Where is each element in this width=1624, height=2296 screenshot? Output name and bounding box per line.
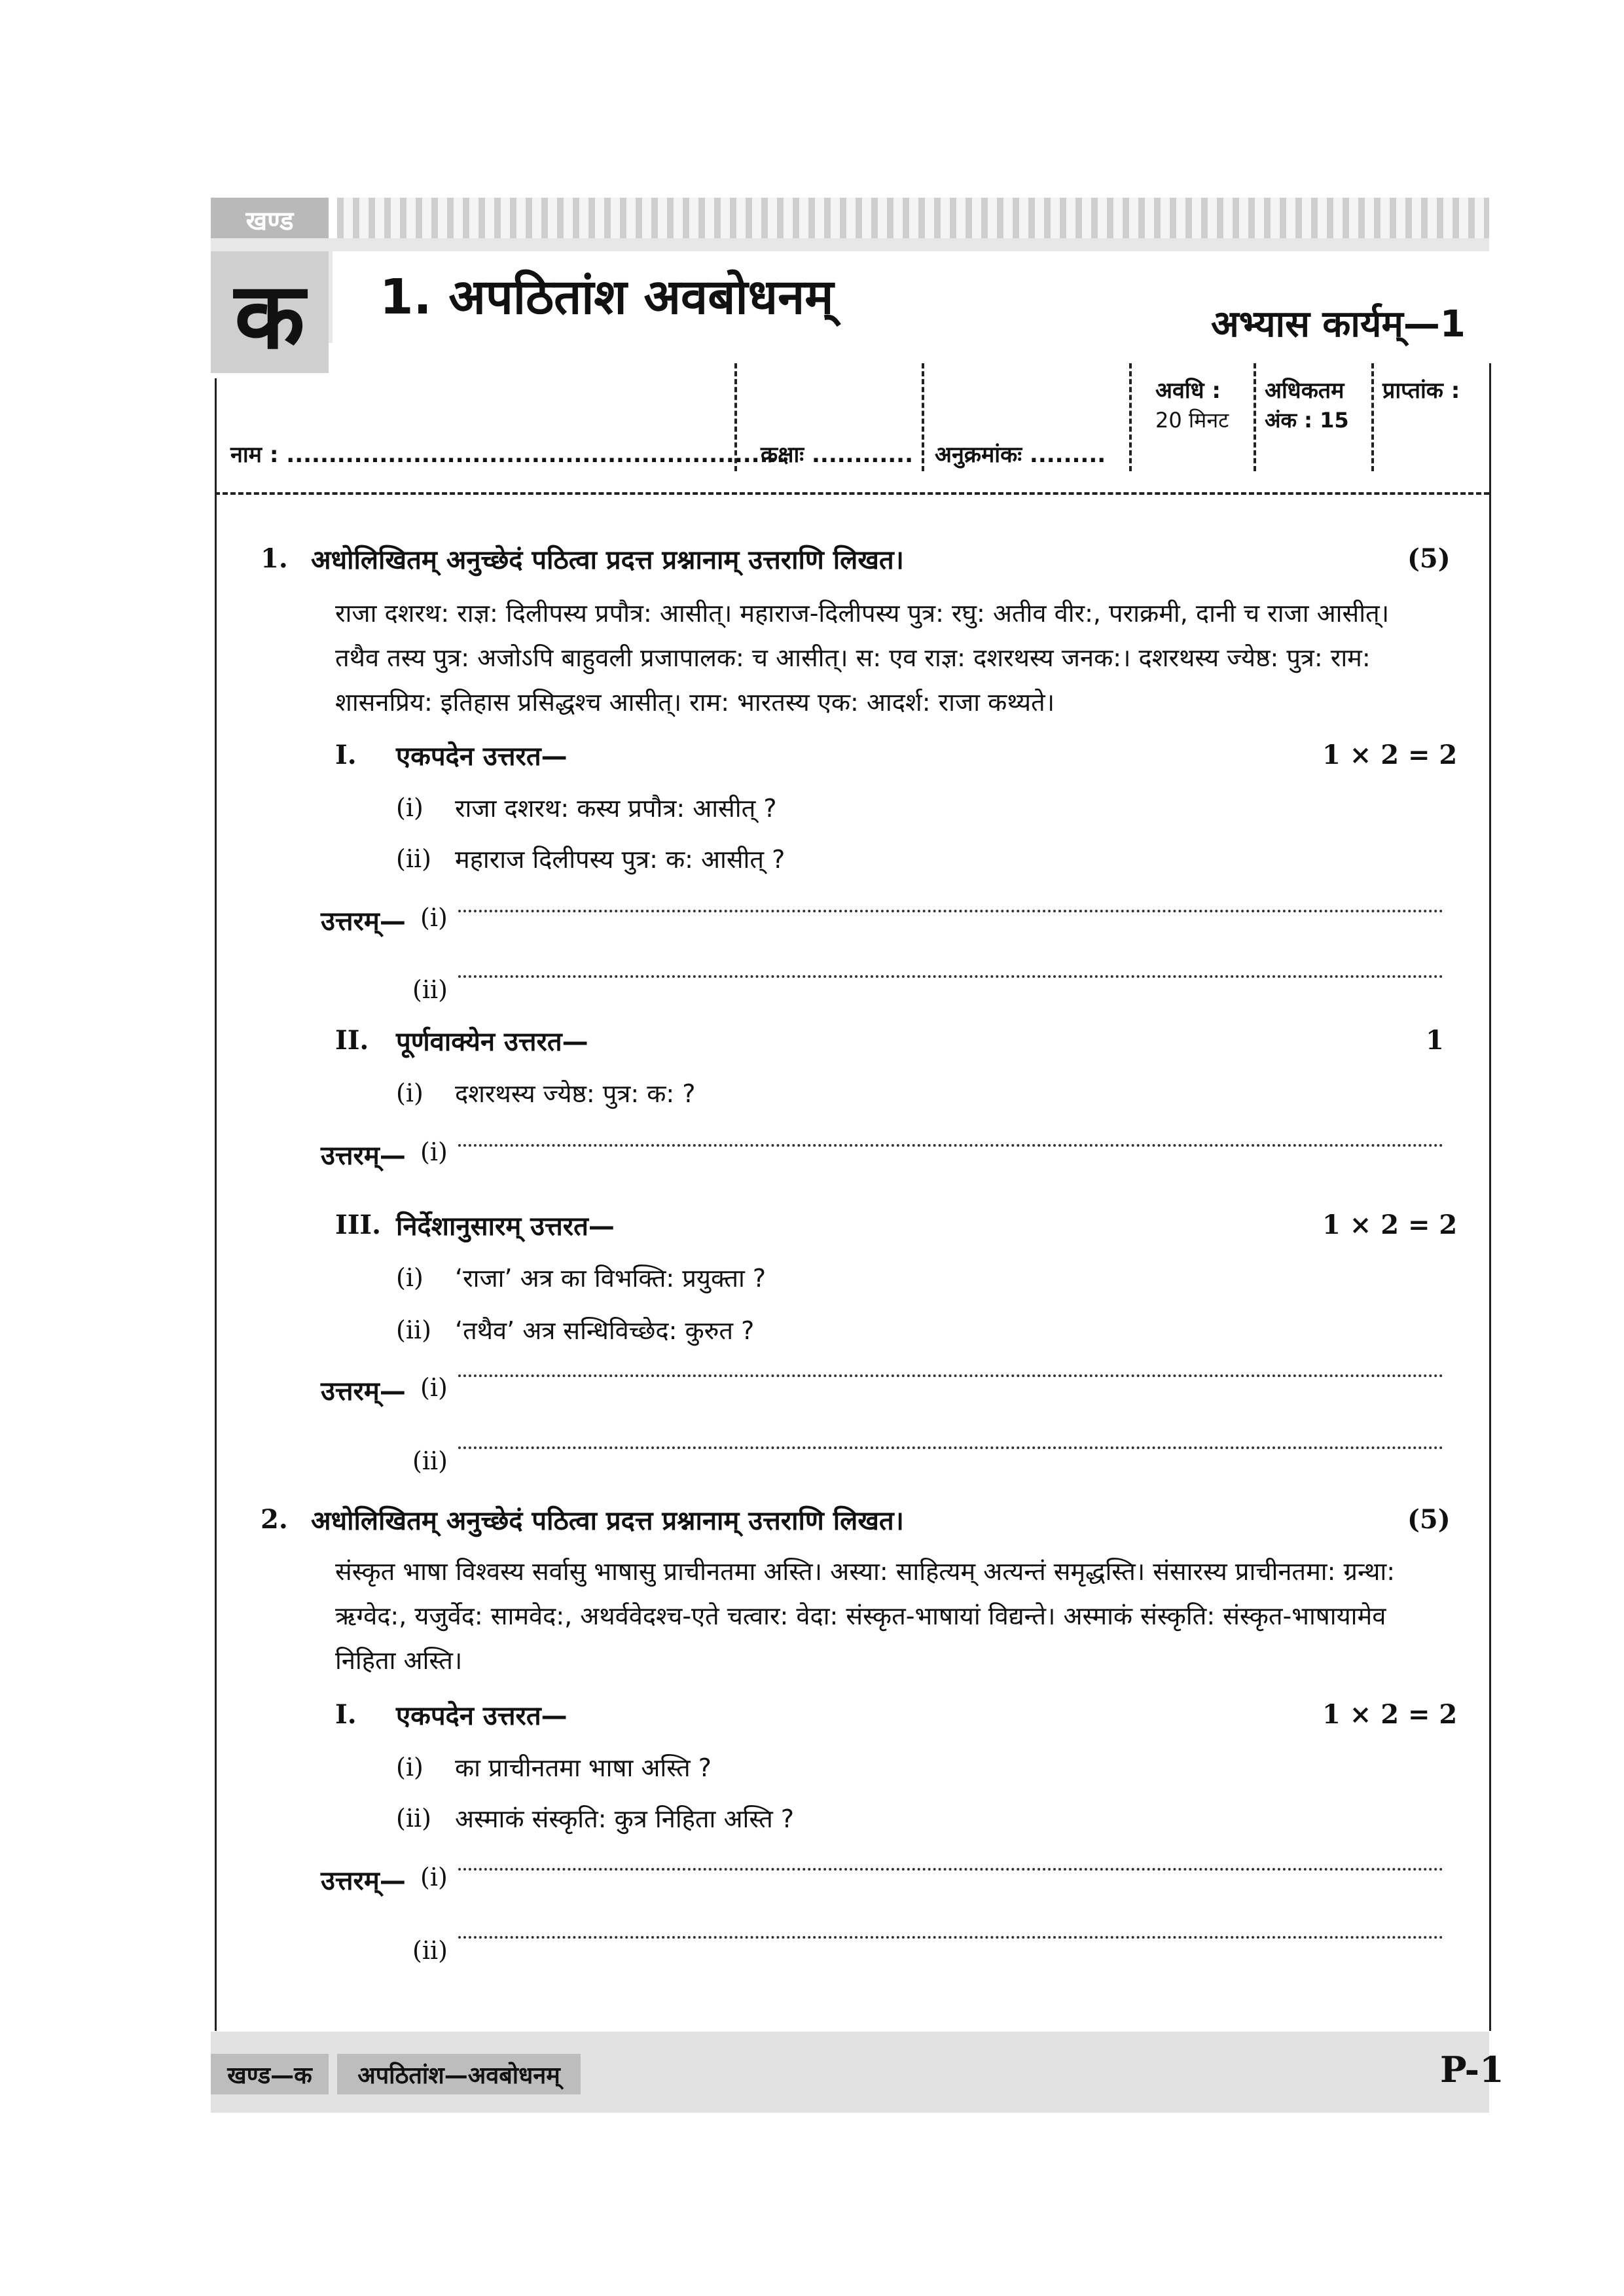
answer-number: (ii) [412, 1936, 448, 1965]
q1-instruction: अधोलिखितम् अनुच्छेदं पठित्वा प्रदत्त प्रश्नानाम् उत्तराणि लिखत। [311, 545, 904, 575]
q1-part1-number: I. [335, 740, 357, 770]
q2-instruction: अधोलिखितम् अनुच्छेदं पठित्वा प्रदत्त प्रश्नानाम् उत्तराणि लिखत। [311, 1506, 904, 1536]
answer-label: उत्तरम्— [321, 906, 406, 937]
q2-p1-item-number: (ii) [396, 1804, 431, 1833]
class-field[interactable]: कक्षाः ............ [761, 442, 913, 468]
q1-part3-title: निर्देशानुसारम् उत्तरत— [396, 1211, 615, 1242]
worksheet-label: अभ्यास कार्यम्—1 [1211, 303, 1466, 346]
page-number: P-1 [1440, 2049, 1504, 2090]
q1-part2-number: II. [335, 1025, 369, 1056]
obtained-marks-label: प्राप्तांक : [1382, 378, 1460, 404]
q2-part1-number: I. [335, 1699, 357, 1730]
q1-p3-item-text: ‘तथैव’ अत्र सन्धिविच्छेद: कुरुत ? [455, 1316, 755, 1345]
footer-section-tab: खण्ड—क [211, 2054, 329, 2094]
q1-p1-item-number: (i) [396, 793, 424, 822]
q2-p1-item-text: अस्माकं संस्कृति: कुत्र निहिता अस्ति ? [455, 1804, 795, 1833]
answer-number: (ii) [412, 975, 448, 1004]
q1-part3-marks: 1 × 2 = 2 [1322, 1210, 1458, 1240]
q2-p1-item-number: (i) [396, 1753, 424, 1782]
q1-p3-item-number: (ii) [396, 1316, 431, 1344]
q1-number: 1. [261, 543, 288, 574]
q1-passage-line: राजा दशरथ: राज्ञ: दिलीपस्य प्रपौत्र: आसीत्। महाराज-दिलीपस्य पुत्र: रघु: अतीव वीर:, पराक्रमी, दानी च राजा आसीत्। [335, 599, 1390, 628]
q2-passage-line: ऋग्वेद:, यजुर्वेद: सामवेद:, अथर्ववेदश्च-एते चत्वार: वेदा: संस्कृत-भाषायां विद्यन्ते। अस्माकं संस्कृति: संस्कृत-भाषायामेव [335, 1602, 1386, 1630]
q2-passage-line: निहिता अस्ति। [335, 1646, 463, 1675]
q2-part1-title: एकपदेन उत्तरत— [396, 1701, 568, 1731]
q1-marks: (5) [1407, 543, 1451, 574]
q2-part1-marks: 1 × 2 = 2 [1322, 1699, 1458, 1730]
q1-p2-item-text: दशरथस्य ज्येष्ठ: पुत्र: क: ? [455, 1079, 696, 1108]
answer-number: (i) [420, 1863, 448, 1892]
q1-part1-title: एकपदेन उत्तरत— [396, 742, 568, 772]
q1-p1-item-text: महाराज दिलीपस्य पुत्र: क: आसीत् ? [455, 845, 785, 874]
answer-number: (ii) [412, 1446, 448, 1475]
answer-number: (i) [420, 1138, 448, 1166]
q1-p3-item-text: ‘राजा’ अत्र का विभक्ति: प्रयुक्ता ? [455, 1264, 767, 1293]
q2-marks: (5) [1407, 1504, 1451, 1535]
q1-part2-title: पूर्णवाक्येन उत्तरत— [396, 1027, 588, 1057]
answer-number: (i) [420, 903, 448, 932]
duration-label: अवधि : [1155, 378, 1221, 404]
answer-label: उत्तरम्— [321, 1141, 406, 1171]
q1-passage-line: तथैव तस्य पुत्र: अजोऽपि बाहुवली प्रजापालक: च आसीत्। स: एव राज्ञ: दशरथस्य जनक:। दशरथस्य ज्येष्ठ: पुत्र: राम: [335, 643, 1371, 672]
answer-label: उत्तरम्— [321, 1376, 406, 1407]
answer-label: उत्तरम्— [321, 1866, 406, 1896]
roll-number-field[interactable]: अनुक्रमांकः ......... [935, 442, 1106, 468]
q1-part3-number: III. [335, 1210, 382, 1240]
q1-passage-line: शासनप्रिय: इतिहास प्रसिद्धश्च आसीत्। राम: भारतस्य एक: आदर्श: राजा कथ्यते। [335, 688, 1055, 717]
q1-p2-item-number: (i) [396, 1079, 424, 1107]
q1-part2-marks: 1 [1426, 1025, 1444, 1056]
section-letter: क [211, 251, 329, 373]
answer-line[interactable] [458, 1144, 1443, 1147]
header-stripe [337, 198, 1489, 238]
q1-p3-item-number: (i) [396, 1263, 424, 1292]
answer-line[interactable] [458, 1374, 1443, 1377]
q1-p1-item-number: (ii) [396, 844, 431, 873]
answer-number: (i) [420, 1373, 448, 1402]
q2-p1-item-text: का प्राचीनतमा भाषा अस्ति ? [455, 1753, 712, 1782]
max-marks-value: अंक : 15 [1265, 408, 1349, 433]
max-marks-label: अधिकतम [1265, 378, 1344, 404]
q2-passage-line: संस्कृत भाषा विश्वस्य सर्वासु भाषासु प्राचीनतमा अस्ति। अस्या: साहित्यम् अत्यन्तं समृद्धस्ति। संसारस्य प्राचीनतमा: ग्रन्था: [335, 1557, 1396, 1586]
q2-number: 2. [261, 1504, 288, 1535]
duration-value: 20 मिनट [1155, 408, 1229, 433]
q1-part1-marks: 1 × 2 = 2 [1322, 740, 1458, 770]
name-field[interactable]: नाम : ........................................................... [230, 442, 785, 468]
answer-line[interactable] [458, 910, 1443, 912]
chapter-title: 1. अपठितांश अवबोधनम् [380, 269, 834, 325]
section-tab: खण्ड [211, 198, 329, 241]
answer-line[interactable] [458, 1868, 1443, 1871]
q1-p1-item-text: राजा दशरथ: कस्य प्रपौत्र: आसीत् ? [455, 794, 777, 823]
answer-line[interactable] [458, 1446, 1443, 1449]
footer-topic-tab: अपठितांश—अवबोधनम् [337, 2054, 581, 2094]
answer-line[interactable] [458, 1936, 1443, 1939]
frame-right [1489, 378, 1491, 2031]
frame-left [215, 378, 217, 2031]
answer-line[interactable] [458, 975, 1443, 978]
